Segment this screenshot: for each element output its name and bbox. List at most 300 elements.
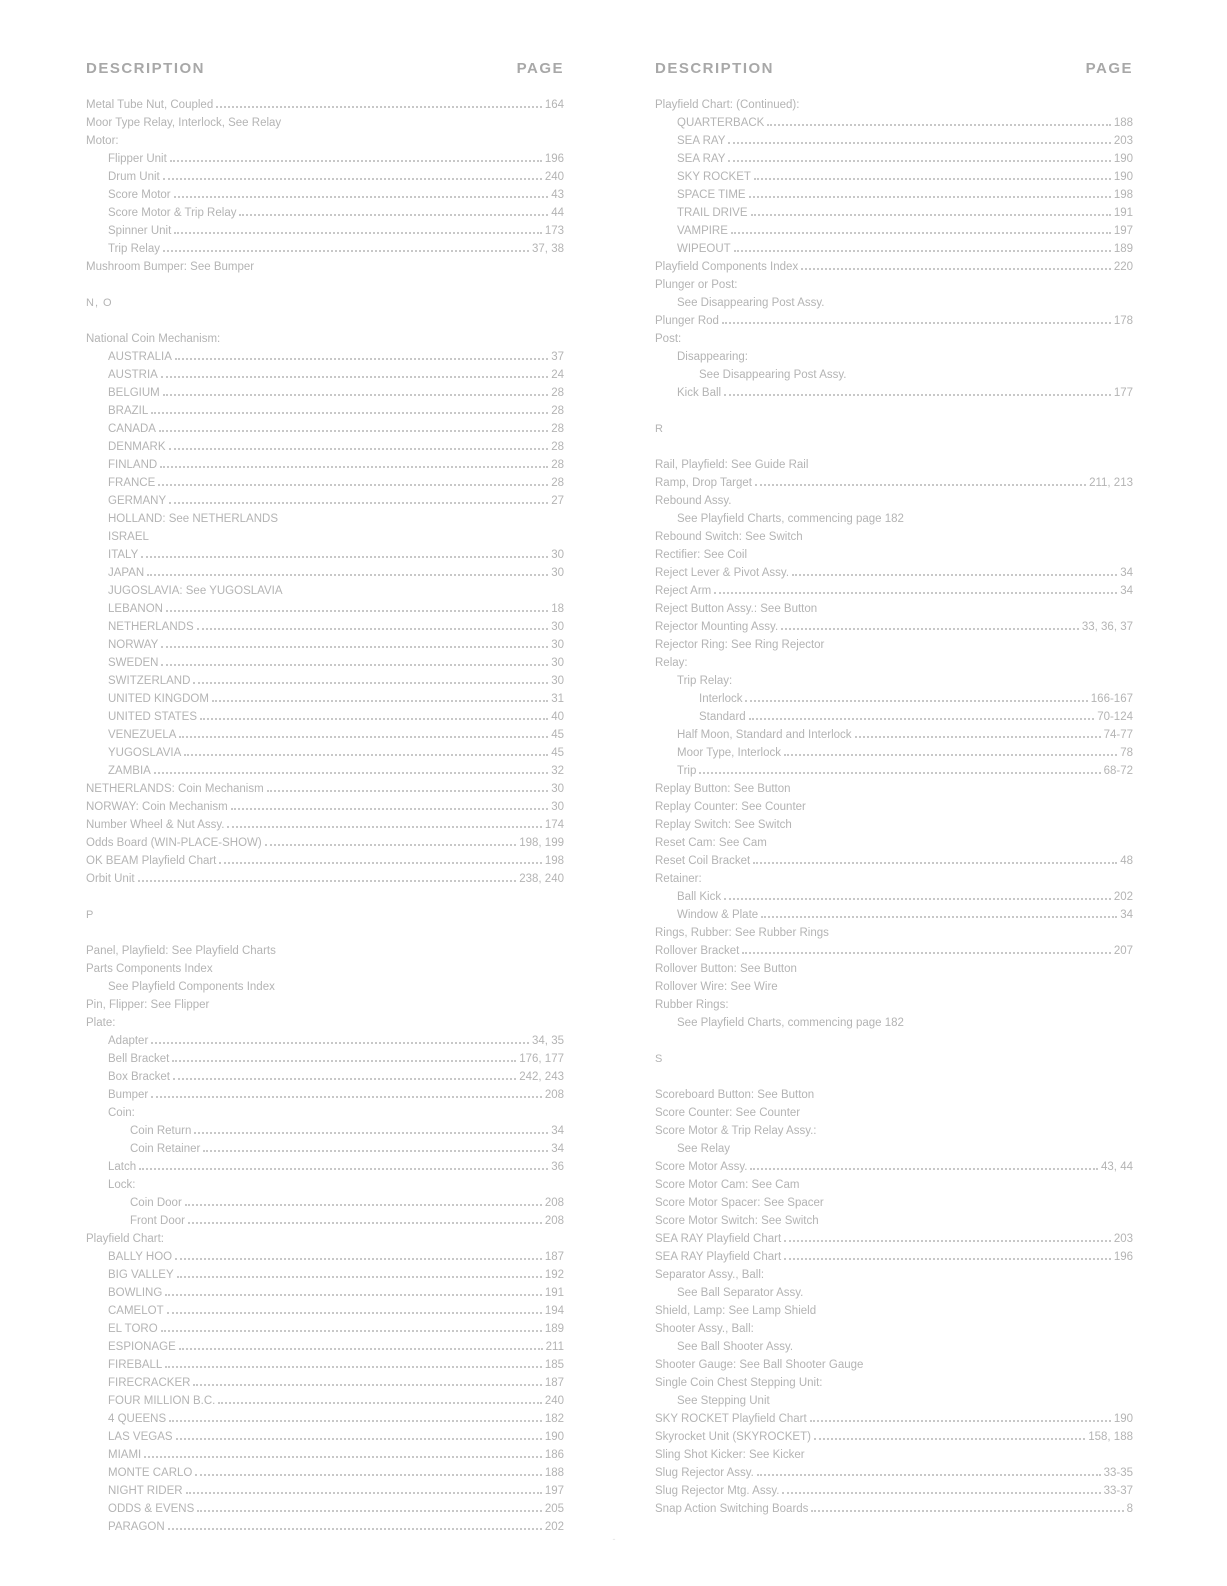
index-entry <box>655 132 1133 150</box>
index-entry <box>86 456 564 474</box>
dot-leader <box>165 1357 541 1368</box>
index-entry <box>655 348 1133 366</box>
entry-page: 198 <box>544 855 564 867</box>
entry-page: 45 <box>551 747 564 759</box>
index-entry <box>655 564 1133 582</box>
index-entry <box>86 762 564 780</box>
entry-page: 34 <box>1120 909 1133 921</box>
dot-leader <box>751 205 1111 216</box>
entry-page: 28 <box>551 459 564 471</box>
entry-description: Trip Relay: <box>677 675 733 687</box>
entry-description: Sling Shot Kicker: See Kicker <box>655 1449 805 1461</box>
index-entry <box>655 726 1133 744</box>
index-entry <box>655 744 1133 762</box>
dot-leader <box>699 763 1100 774</box>
entry-page: 158, 188 <box>1088 1431 1133 1443</box>
entry-description: Coin Return <box>130 1125 192 1137</box>
dot-leader <box>728 133 1110 144</box>
entry-description: Number Wheel & Nut Assy. <box>86 819 225 831</box>
entry-description: Reject Arm <box>655 585 712 597</box>
entry-description: MONTE CARLO <box>108 1467 193 1479</box>
dot-leader <box>734 241 1111 252</box>
section-letter <box>655 420 1133 438</box>
dot-leader <box>784 1231 1111 1242</box>
entry-description: EL TORO <box>108 1323 158 1335</box>
index-entry <box>86 1374 564 1392</box>
entry-description: See Stepping Unit <box>677 1395 770 1407</box>
entry-description: Reset Coil Bracket <box>655 855 751 867</box>
index-entry <box>655 834 1133 852</box>
entry-description: Ramp, Drop Target <box>655 477 752 489</box>
dot-leader <box>184 745 548 756</box>
dot-leader <box>170 151 542 162</box>
entry-description: Odds Board (WIN-PLACE-SHOW) <box>86 837 262 849</box>
index-entry <box>86 1302 564 1320</box>
dot-leader <box>188 1213 542 1224</box>
entry-description: Rubber Rings: <box>655 999 729 1011</box>
index-entry <box>655 456 1133 474</box>
dot-leader <box>231 799 549 810</box>
index-entry <box>86 672 564 690</box>
index-entry <box>86 222 564 240</box>
dot-leader <box>161 655 548 666</box>
index-entry <box>655 852 1133 870</box>
index-entry <box>655 636 1133 654</box>
index-entry <box>655 294 1133 312</box>
dot-leader <box>810 1411 1111 1422</box>
index-entry <box>86 960 564 978</box>
entry-page: 34 <box>1120 567 1133 579</box>
index-entry <box>86 366 564 384</box>
entry-page: 196 <box>1113 1251 1133 1263</box>
index-entry <box>655 1302 1133 1320</box>
entry-description: BRAZIL <box>108 405 149 417</box>
entry-page: 207 <box>1113 945 1133 957</box>
index-entry <box>86 654 564 672</box>
entry-page: 203 <box>1113 1233 1133 1245</box>
dot-leader <box>173 1069 516 1080</box>
entry-page: 190 <box>1113 1413 1133 1425</box>
entry-description: SWEDEN <box>108 657 159 669</box>
index-spacer <box>655 402 1133 420</box>
entry-page: 24 <box>551 369 564 381</box>
entry-description: Shooter Gauge: See Ball Shooter Gauge <box>655 1359 864 1371</box>
entry-description: BIG VALLEY <box>108 1269 174 1281</box>
dot-leader <box>753 853 1117 864</box>
entry-page: 48 <box>1120 855 1133 867</box>
entry-description: ITALY <box>108 549 139 561</box>
index-entry <box>86 258 564 276</box>
index-entry <box>86 114 564 132</box>
index-entry <box>86 1032 564 1050</box>
entry-description: Slug Rejector Mtg. Assy. <box>655 1485 780 1497</box>
dot-leader <box>784 1249 1111 1260</box>
entry-description: SWITZERLAND <box>108 675 191 687</box>
index-entry <box>86 186 564 204</box>
index-entry <box>86 528 564 546</box>
dot-leader <box>218 1393 541 1404</box>
entry-description: NORWAY <box>108 639 159 651</box>
column-header <box>86 60 564 96</box>
dot-leader <box>175 349 548 360</box>
index-entry <box>86 1338 564 1356</box>
dot-leader <box>754 169 1111 180</box>
entry-description: Score Motor Assy. <box>655 1161 748 1173</box>
index-entry <box>86 600 564 618</box>
index-entry <box>655 960 1133 978</box>
dot-leader <box>714 583 1117 594</box>
index-entry <box>86 582 564 600</box>
index-entry <box>86 1248 564 1266</box>
index-entry <box>86 546 564 564</box>
index-entry <box>86 1050 564 1068</box>
entry-page: 185 <box>544 1359 564 1371</box>
dot-leader <box>177 1267 542 1278</box>
index-entry <box>655 546 1133 564</box>
dot-leader <box>174 187 549 198</box>
entry-description: FOUR MILLION B.C. <box>108 1395 216 1407</box>
entry-description: N, O <box>86 297 113 309</box>
entry-description: BALLY HOO <box>108 1251 173 1263</box>
entry-page: 30 <box>551 549 564 561</box>
index-entry <box>86 852 564 870</box>
entry-description: Reject Lever & Pivot Assy. <box>655 567 790 579</box>
entry-page: 70-124 <box>1097 711 1133 723</box>
dot-leader <box>781 619 1079 630</box>
index-entry <box>86 150 564 168</box>
index-entry <box>655 1212 1133 1230</box>
dot-leader <box>166 601 548 612</box>
entry-description: Parts Components Index <box>86 963 213 975</box>
entry-description: AUSTRIA <box>108 369 158 381</box>
entry-page: 198, 199 <box>519 837 564 849</box>
index-entry <box>655 150 1133 168</box>
entry-description: Playfield Components Index <box>655 261 799 273</box>
entry-description: Bumper <box>108 1089 149 1101</box>
index-entry <box>86 132 564 150</box>
page-footer-mark: - <box>612 1534 616 1544</box>
index-entry <box>655 1374 1133 1392</box>
section-letter <box>86 906 564 924</box>
entry-description: JAPAN <box>108 567 145 579</box>
index-entry <box>655 978 1133 996</box>
dot-leader <box>755 475 1086 486</box>
entry-page: 173 <box>544 225 564 237</box>
entry-page: 36 <box>551 1161 564 1173</box>
entry-description: Snap Action Switching Boards <box>655 1503 809 1515</box>
index-entry <box>655 330 1133 348</box>
entry-description: Drum Unit <box>108 171 160 183</box>
index-entry <box>655 654 1133 672</box>
dot-leader <box>722 313 1111 324</box>
index-entry <box>86 510 564 528</box>
index-entry <box>86 474 564 492</box>
dot-leader <box>801 259 1111 270</box>
entry-description: SPACE TIME <box>677 189 746 201</box>
dot-leader <box>731 223 1111 234</box>
dot-leader <box>186 1483 542 1494</box>
index-entry <box>655 762 1133 780</box>
entry-page: 164 <box>544 99 564 111</box>
index-spacer <box>86 888 564 906</box>
entry-description: Disappearing: <box>677 351 748 363</box>
index-entry <box>655 1230 1133 1248</box>
entry-description: Rollover Button: See Button <box>655 963 797 975</box>
entry-description: Coin Retainer <box>130 1143 201 1155</box>
dot-leader <box>165 1285 542 1296</box>
index-column-right <box>655 60 1133 1518</box>
entry-page: 208 <box>544 1197 564 1209</box>
index-entry <box>655 1428 1133 1446</box>
entry-description: JUGOSLAVIA: See YUGOSLAVIA <box>108 585 283 597</box>
index-entry <box>86 1086 564 1104</box>
dot-leader <box>179 727 548 738</box>
entry-description: Panel, Playfield: See Playfield Charts <box>86 945 276 957</box>
index-entry <box>86 636 564 654</box>
index-entry <box>86 1266 564 1284</box>
index-entry <box>655 222 1133 240</box>
index-entry <box>86 780 564 798</box>
index-entry <box>655 798 1133 816</box>
index-entry <box>655 888 1133 906</box>
index-entry <box>655 870 1133 888</box>
index-entry <box>655 780 1133 798</box>
index-entry <box>86 816 564 834</box>
index-entry <box>86 1068 564 1086</box>
index-entry <box>86 942 564 960</box>
index-entry <box>655 942 1133 960</box>
dot-leader <box>193 673 548 684</box>
index-entry <box>86 870 564 888</box>
page-heading: PAGE <box>1085 60 1133 77</box>
dot-leader <box>179 1339 543 1350</box>
entry-description: Score Motor Spacer: See Spacer <box>655 1197 824 1209</box>
entry-description: NETHERLANDS <box>108 621 194 633</box>
entry-page: 191 <box>544 1287 564 1299</box>
index-entry <box>86 1518 564 1536</box>
entry-description: Reject Button Assy.: See Button <box>655 603 818 615</box>
dot-leader <box>814 1429 1085 1440</box>
index-entry <box>86 240 564 258</box>
dot-leader <box>784 745 1117 756</box>
entry-description: TRAIL DRIVE <box>677 207 748 219</box>
entry-description: Score Motor & Trip Relay <box>108 207 237 219</box>
index-entry <box>86 1158 564 1176</box>
entry-description: ISRAEL <box>108 531 149 543</box>
index-entry <box>655 1464 1133 1482</box>
entry-description: Replay Counter: See Counter <box>655 801 806 813</box>
entry-description: See Ball Shooter Assy. <box>677 1341 794 1353</box>
index-entry <box>86 1356 564 1374</box>
entry-page: 45 <box>551 729 564 741</box>
dot-leader <box>168 1519 542 1530</box>
index-entry <box>86 726 564 744</box>
entry-description: Trip <box>677 765 697 777</box>
entry-page: 187 <box>544 1377 564 1389</box>
dot-leader <box>163 169 542 180</box>
entry-page: 28 <box>551 441 564 453</box>
entry-description: Rejector Mounting Assy. <box>655 621 779 633</box>
index-entry <box>86 798 564 816</box>
index-entry <box>655 240 1133 258</box>
dot-leader <box>161 1321 542 1332</box>
dot-leader <box>197 1501 542 1512</box>
index-entry <box>655 996 1133 1014</box>
entry-page: 208 <box>544 1215 564 1227</box>
dot-leader <box>158 475 548 486</box>
entry-page: 240 <box>544 1395 564 1407</box>
dot-leader <box>141 547 548 558</box>
dot-leader <box>169 1411 542 1422</box>
entry-description: Replay Switch: See Switch <box>655 819 792 831</box>
entry-page: 27 <box>551 495 564 507</box>
entry-description: Rollover Wire: See Wire <box>655 981 778 993</box>
index-entry <box>655 276 1133 294</box>
entry-description: Coin: <box>108 1107 135 1119</box>
entry-page: 40 <box>551 711 564 723</box>
entry-description: Lock: <box>108 1179 136 1191</box>
dot-leader <box>163 241 529 252</box>
index-entry <box>86 1410 564 1428</box>
index-entry <box>655 1410 1133 1428</box>
entry-page: 192 <box>544 1269 564 1281</box>
index-entry <box>655 114 1133 132</box>
entry-page: 189 <box>1113 243 1133 255</box>
entry-description: BELGIUM <box>108 387 160 399</box>
section-letter <box>655 1050 1133 1068</box>
index-entry <box>86 1464 564 1482</box>
entry-description: See Playfield Charts, commencing page 182 <box>677 513 904 525</box>
index-entry <box>655 906 1133 924</box>
entry-page: 197 <box>544 1485 564 1497</box>
entry-description: Score Motor Switch: See Switch <box>655 1215 819 1227</box>
entry-description: LAS VEGAS <box>108 1431 173 1443</box>
entry-description: SEA RAY <box>677 153 726 165</box>
entry-description: Pin, Flipper: See Flipper <box>86 999 210 1011</box>
entry-page: 178 <box>1113 315 1133 327</box>
entry-description: UNITED STATES <box>108 711 198 723</box>
dot-leader <box>176 1429 542 1440</box>
section-letter <box>86 294 564 312</box>
entry-page: 182 <box>544 1413 564 1425</box>
entry-page: 32 <box>551 765 564 777</box>
index-entry <box>655 1446 1133 1464</box>
entry-description: CANADA <box>108 423 156 435</box>
entry-page: 44 <box>551 207 564 219</box>
entry-page: 208 <box>544 1089 564 1101</box>
index-entry <box>655 492 1133 510</box>
entry-description: Rectifier: See Coil <box>655 549 748 561</box>
entry-description: ZAMBIA <box>108 765 151 777</box>
dot-leader <box>193 1375 541 1386</box>
dot-leader <box>185 1195 542 1206</box>
index-entry <box>655 618 1133 636</box>
entry-description: DENMARK <box>108 441 166 453</box>
entry-page: 189 <box>544 1323 564 1335</box>
dot-leader <box>742 943 1110 954</box>
index-entry <box>86 96 564 114</box>
entry-description: NETHERLANDS: Coin Mechanism <box>86 783 264 795</box>
entry-description: See Playfield Charts, commencing page 182 <box>677 1017 904 1029</box>
entry-description: 4 QUEENS <box>108 1413 167 1425</box>
entry-description: Mushroom Bumper: See Bumper <box>86 261 255 273</box>
index-entry <box>655 1284 1133 1302</box>
entry-page: 190 <box>544 1431 564 1443</box>
entry-description: FINLAND <box>108 459 158 471</box>
index-entry <box>86 996 564 1014</box>
entry-description: Coin Door <box>130 1197 182 1209</box>
index-entry <box>86 618 564 636</box>
index-entry <box>86 1446 564 1464</box>
index-entry <box>86 564 564 582</box>
entry-description: Trip Relay <box>108 243 160 255</box>
entry-page: 196 <box>544 153 564 165</box>
index-entry <box>86 744 564 762</box>
entry-description: S <box>655 1053 664 1065</box>
entry-description: Bell Bracket <box>108 1053 170 1065</box>
entry-description: NIGHT RIDER <box>108 1485 183 1497</box>
entry-page: 190 <box>1113 171 1133 183</box>
index-spacer <box>86 312 564 330</box>
entry-page: 30 <box>551 621 564 633</box>
entry-page: 37, 38 <box>532 243 564 255</box>
index-entry <box>86 690 564 708</box>
dot-leader <box>194 1123 548 1134</box>
dot-leader <box>161 637 548 648</box>
index-entry <box>86 834 564 852</box>
entry-description: Rejector Ring: See Ring Rejector <box>655 639 825 651</box>
entry-description: VAMPIRE <box>677 225 728 237</box>
entry-description: Kick Ball <box>677 387 722 399</box>
entry-description: Window & Plate <box>677 909 759 921</box>
entry-description: GERMANY <box>108 495 167 507</box>
entry-description: Spinner Unit <box>108 225 172 237</box>
dot-leader <box>160 457 548 468</box>
dot-leader <box>239 205 548 216</box>
index-entry <box>655 708 1133 726</box>
entry-description: Rail, Playfield: See Guide Rail <box>655 459 809 471</box>
entry-description: Rings, Rubber: See Rubber Rings <box>655 927 829 939</box>
entry-description: SEA RAY <box>677 135 726 147</box>
entry-page: 30 <box>551 657 564 669</box>
entry-description: Playfield Chart: (Continued): <box>655 99 800 111</box>
dot-leader <box>151 403 548 414</box>
index-entry <box>86 1176 564 1194</box>
index-entry <box>86 708 564 726</box>
entry-description: Adapter <box>108 1035 149 1047</box>
dot-leader <box>167 1303 542 1314</box>
index-entry <box>655 1356 1133 1374</box>
entry-description: SKY ROCKET <box>677 171 751 183</box>
index-entry <box>86 168 564 186</box>
entry-page: 37 <box>551 351 564 363</box>
entry-description: FRANCE <box>108 477 156 489</box>
entry-page: 194 <box>544 1305 564 1317</box>
entry-description: Flipper Unit <box>108 153 167 165</box>
entry-description: WIPEOUT <box>677 243 731 255</box>
index-entries-left <box>86 96 564 1536</box>
entry-page: 174 <box>544 819 564 831</box>
dot-leader <box>151 1033 529 1044</box>
entry-description: See Disappearing Post Assy. <box>677 297 825 309</box>
entry-description: YUGOSLAVIA <box>108 747 182 759</box>
index-entry <box>655 528 1133 546</box>
entry-description: Score Motor <box>108 189 171 201</box>
entry-page: 242, 243 <box>519 1071 564 1083</box>
dot-leader <box>792 565 1117 576</box>
entry-page: 30 <box>551 567 564 579</box>
index-entry <box>655 96 1133 114</box>
